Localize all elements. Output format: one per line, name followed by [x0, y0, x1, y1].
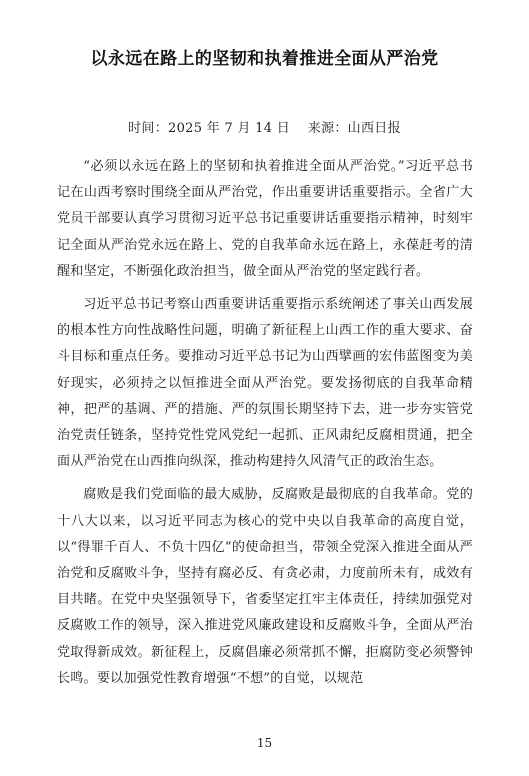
page-number: 15 — [256, 736, 273, 750]
paragraph: “必须以永远在路上的坚韧和执着推进全面从严治党。”习近平总书记在山西考察时围绕全面从严治党，作出重要讲话重要指示。全省广大党员干部要认真学习贯彻习近平总书记重要讲话重要指示精神，时刻牢记全面从严治党永远在路上、党的自我革命永远在路上，永葆赶考的清醒和坚定，不断强化政治担当，做全面从严治党的坚定践行者。 — [57, 159, 473, 279]
article-title: 以永远在路上的坚韧和执着推进全面从严治党 — [90, 49, 439, 69]
paragraph: 习近平总书记考察山西重要讲话重要指示系统阐述了事关山西发展的根本性方向性战略性问题，明确了新征程上山西工作的重大要求、奋斗目标和重点任务。要推动习近平总书记为山西擘画的宏伟蓝图变为美好现实，必须持之以恒推进全面从严治党。要发扬彻底的自我革命精神，把严的基调、严的措施、严的氛围长期坚持下去，进一步夯实管党治党责任链条，坚持党性党风党纪一起抓、正风肃纪反腐相贯通，把全面从严治党在山西推向纵深，推动构建持久风清气正的政治生态。 — [57, 297, 473, 470]
article-body — [57, 154, 473, 699]
paragraph: 腐败是我们党面临的最大威胁，反腐败是最彻底的自我革命。党的十八大以来，以习近平同志为核心的党中央以自我革命的高度自觉，以“得罪千百人、不负十四亿”的使命担当，带领全党深入推进全面从严治党和反腐败斗争，坚持有腐必反、有贪必肃，力度前所未有，成效有目共睹。在党中央坚强领导下，省委坚定扛牢主体责任，持续加强党对反腐败工作的领导，深入推进党风廉政建设和反腐败斗争，全面从严治党取得新成效。新征程上，反腐倡廉必须常抓不懈，拒腐防变必须警钟长鸣。要以加强党性教育增强“不想”的自觉，以规范 — [57, 487, 473, 686]
article-meta: 时间：2025 年 7 月 14 日 来源：山西日报 — [128, 121, 401, 136]
